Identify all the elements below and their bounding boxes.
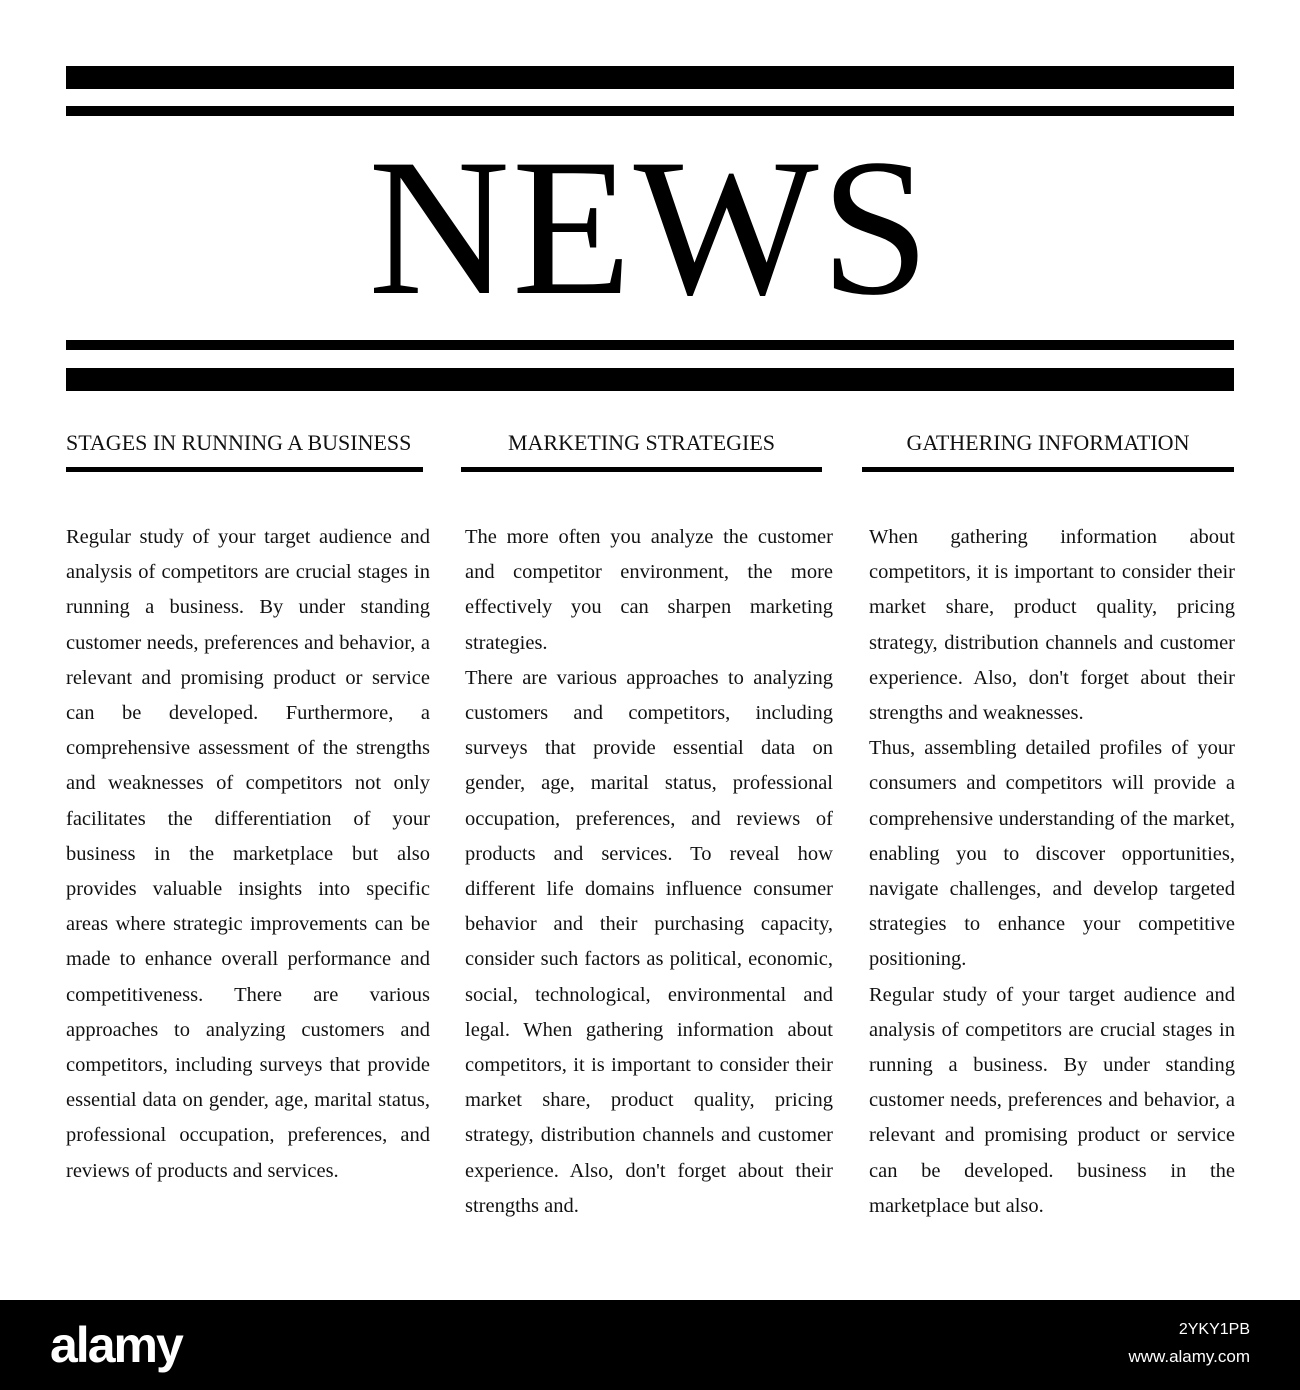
heading-underline — [66, 467, 423, 472]
column-body-business — [66, 520, 430, 1265]
paragraph: Regular study of your target audience and analysis of competitors are crucial stages in running a business. By under standing customer needs, preferences and behavior, a relevant and promising product or service can be developed. business in the marketplace but also. — [869, 983, 1235, 1217]
heading-underline — [461, 467, 822, 472]
bottom-thick-rule — [66, 368, 1234, 391]
column-heading-marketing — [461, 428, 822, 472]
paragraph: Regular study of your target audience and analysis of competitors are crucial stages in running a business. By under standing customer needs, preferences and behavior, a relevant and promising product or service can be developed. Furthermore, a comprehensive assessment of the strengths and weaknesses of competitors not only facilitates the differentiation of your business in the marketplace but also provides valuable insights into specific areas where strategic improvements can be made to enhance overall performance and competitiveness. There are various approaches to analyzing customers and competitors, including surveys that provide essential data on gender, age, marital status, professional occupation, preferences, and reviews of products and services. — [66, 526, 430, 1182]
paragraph: The more often you analyze the customer and competitor environment, the more effectively you can sharpen marketing strategies. — [465, 526, 833, 654]
top-thick-rule — [66, 66, 1234, 89]
column-heading-text: GATHERING INFORMATION — [906, 430, 1190, 455]
bottom-thin-rule — [66, 340, 1234, 350]
paragraph: When gathering information about competitors, it is important to consider their market share, product quality, pricing strategy, distribution channels and customer experience. Also, don't forget about their strengths and weaknesses. — [869, 526, 1235, 725]
image-id: 2YKY1PB — [1178, 1321, 1250, 1338]
column-heading-text: STAGES IN RUNNING A BUSINESS — [66, 430, 412, 455]
column-body-marketing — [465, 520, 833, 1265]
column-heading-text: MARKETING STRATEGIES — [507, 430, 776, 455]
top-thin-rule — [66, 106, 1234, 116]
column-heading-gathering — [862, 428, 1234, 472]
paragraph: Thus, assembling detailed profiles of your consumers and competitors will provide a comprehensive understanding of the market, enabling you to discover opportunities, navigate challenges, and develop targeted strategies to enhance your competitive positioning. — [869, 737, 1235, 971]
heading-underline — [862, 467, 1234, 472]
watermark-footer — [0, 1300, 1300, 1390]
column-body-gathering — [869, 520, 1235, 1265]
site-url[interactable]: www.alamy.com — [1128, 1347, 1250, 1366]
alamy-logo: alamy — [50, 1317, 182, 1373]
masthead-title: NEWS — [368, 119, 932, 336]
paragraph: There are various approaches to analyzing customers and competitors, including surveys that provide essential data on gender, age, marital status, professional occupation, preferences, and reviews of products and services. To reveal how different life domains influence consumer behavior and their purchasing capacity, consider such factors as political, economic, social, technological, environmental and legal. When gathering information about competitors, it is important to consider their market share, product quality, pricing strategy, distribution channels and customer experience. Also, don't forget about their strengths and. — [465, 666, 833, 1217]
column-heading-business — [66, 428, 423, 472]
